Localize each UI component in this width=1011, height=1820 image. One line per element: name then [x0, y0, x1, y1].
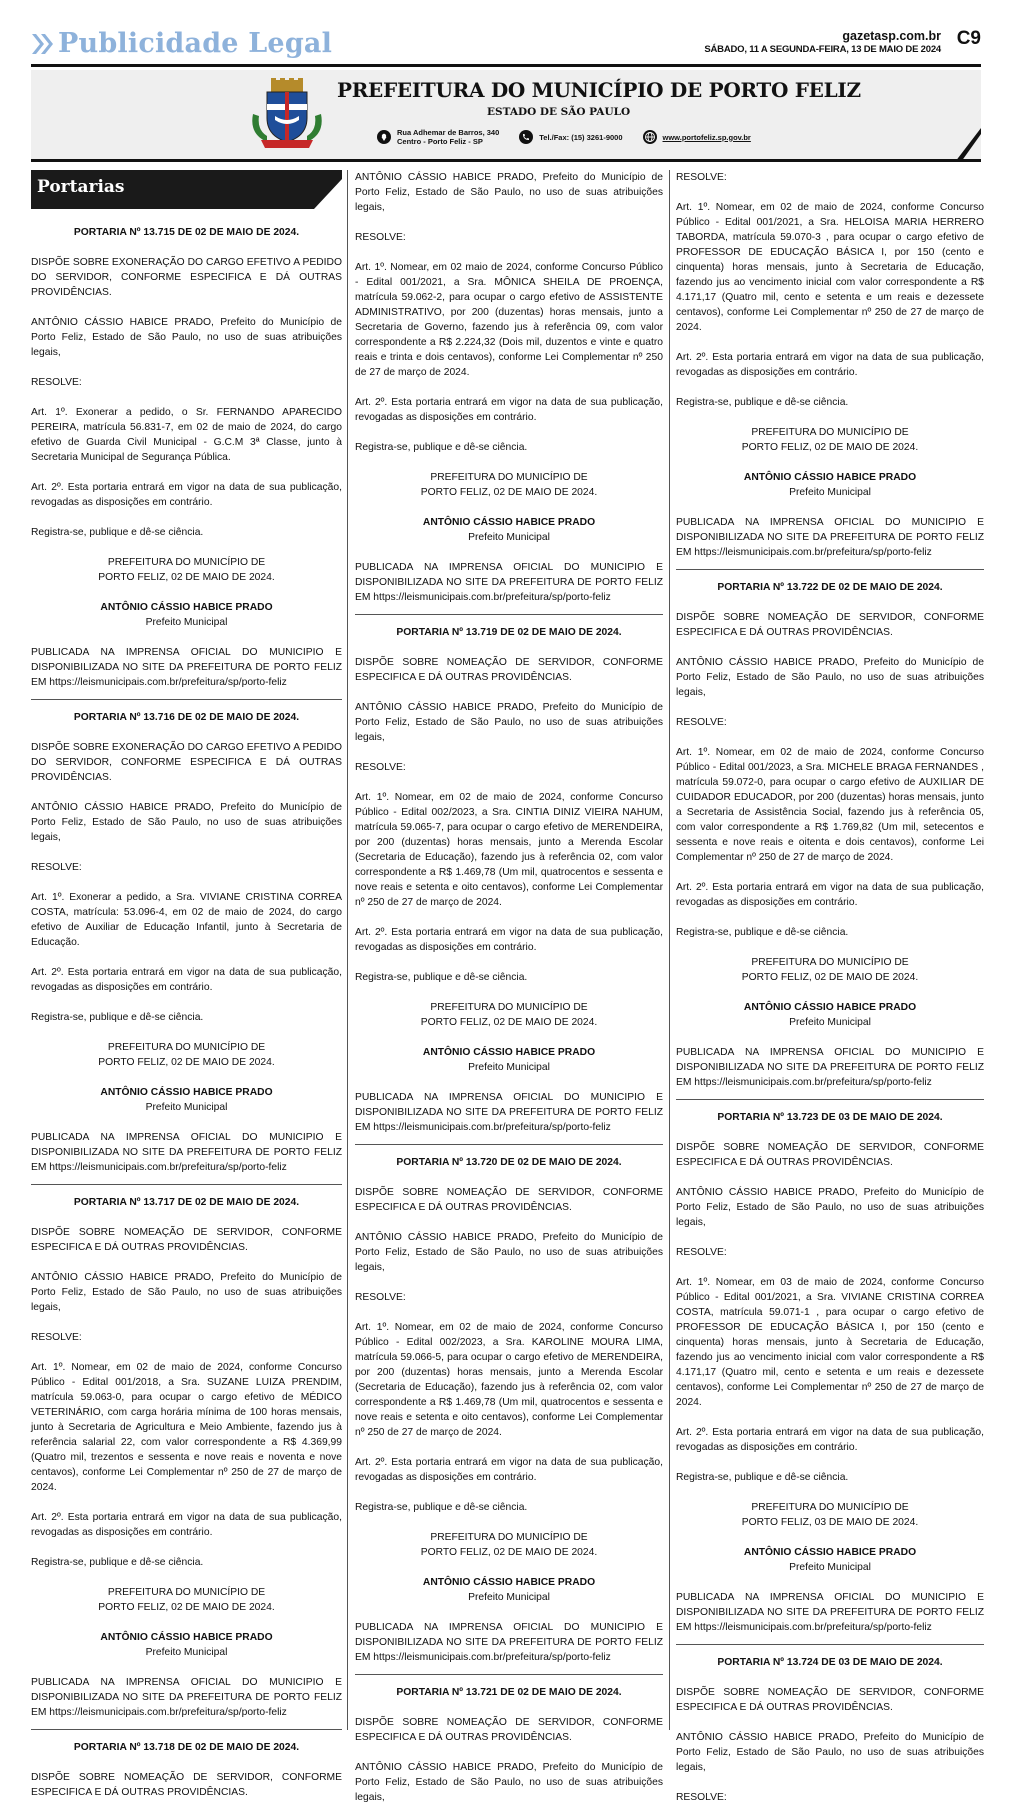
place-line-2: PORTO FELIZ, 02 DE MAIO DE 2024. [741, 972, 919, 983]
place-line-2: PORTO FELIZ, 02 DE MAIO DE 2024. [420, 1017, 598, 1028]
portaria-resolve: RESOLVE: [31, 377, 82, 388]
portaria-resolve: RESOLVE: [676, 1247, 727, 1258]
page-number: C9 [956, 28, 981, 49]
portaria-resolve: RESOLVE: [676, 172, 727, 183]
portaria-preamble: ANTÔNIO CÁSSIO HABICE PRADO, Prefeito do Município de Porto Feliz, Estado de São Paulo, no uso de suas atribuições legais, [355, 702, 663, 743]
issue-date: SÁBADO, 11 A SEGUNDA-FEIRA, 13 DE MAIO DE 2024 [704, 44, 941, 55]
place-line-1: PREFEITURA DO MUNICÍPIO DE [107, 1587, 266, 1598]
section-title-text: Publicidade Legal [58, 28, 333, 59]
section-title [31, 28, 332, 59]
portaria-resolve: RESOLVE: [355, 1292, 406, 1303]
column-divider [669, 170, 670, 1730]
column-divider [347, 170, 348, 1730]
portaria-place-date [31, 555, 342, 585]
portaria-13718-continued [355, 170, 663, 605]
portaria-13723 [676, 1110, 984, 1635]
portaria-art1: Art. 1º. Nomear, em 02 de maio de 2024, conforme Concurso Público - Edital 001/2021, a Sra. HELOISA MARIA HERRERO TABORDA, matrícula 59.070-3 , para ocupar o cargo efetivo de PROFESSOR DE EDUCAÇÃO BÁSICA I, por 150 (cento e cinquenta) horas mensais, junto à Secretaria de Educação, fazendo jus ao vencimento inicial com valor correspondente a R$ 4.171,17 (Quatro mil, cento e setenta e um reais e dezessete centavos), conforme Lei Complementar nº 250 de 27 de março de 2024. [676, 202, 984, 333]
signer-name: ANTÔNIO CÁSSIO HABICE PRADO [743, 1547, 917, 1558]
publication-note: PUBLICADA NA IMPRENSA OFICIAL DO MUNICIPIO E DISPONIBILIZADA NO SITE DA PREFEITURA DE PORTO FELIZ EM https://leismunicipais.com.br/prefeitura/sp/porto-feliz [676, 1592, 984, 1633]
portaria-ementa: DISPÕE SOBRE NOMEAÇÃO DE SERVIDOR, CONFORME ESPECIFICA E DÁ OUTRAS PROVIDÊNCIAS. [355, 1717, 663, 1743]
location-pin-icon [377, 130, 391, 144]
portaria-art2: Art. 2º. Esta portaria entrará em vigor na data de sua publicação, revogadas as disposições em contrário. [31, 482, 342, 508]
portaria-ementa: DISPÕE SOBRE EXONERAÇÃO DO CARGO EFETIVO A PEDIDO DO SERVIDOR, CONFORME ESPECIFICA E DÁ OUTRAS PROVIDÊNCIAS. [31, 257, 342, 298]
portaria-title: PORTARIA Nº 13.719 DE 02 DE MAIO DE 2024. [396, 627, 622, 638]
site-info [704, 30, 941, 56]
portaria-resolve: RESOLVE: [31, 1332, 82, 1343]
portaria-preamble: ANTÔNIO CÁSSIO HABICE PRADO, Prefeito do Município de Porto Feliz, Estado de São Paulo, no uso de suas atribuições legais, [676, 657, 984, 698]
publication-note: PUBLICADA NA IMPRENSA OFICIAL DO MUNICIPIO E DISPONIBILIZADA NO SITE DA PREFEITURA DE PORTO FELIZ EM https://leismunicipais.com.br/prefeitura/sp/porto-feliz [355, 1092, 663, 1133]
portaria-ementa: DISPÕE SOBRE NOMEAÇÃO DE SERVIDOR, CONFORME ESPECIFICA E DÁ OUTRAS PROVIDÊNCIAS. [676, 1687, 984, 1713]
portaria-art2: Art. 2º. Esta portaria entrará em vigor na data de sua publicação, revogadas as disposições em contrário. [676, 882, 984, 908]
masthead-corner-ornament [955, 128, 981, 162]
signer-name: ANTÔNIO CÁSSIO HABICE PRADO [100, 602, 273, 613]
portaria-registra: Registra-se, publique e dê-se ciência. [355, 442, 528, 453]
publication-note: PUBLICADA NA IMPRENSA OFICIAL DO MUNICIPIO E DISPONIBILIZADA NO SITE DA PREFEITURA DE PORTO FELIZ EM https://leismunicipais.com.br/prefeitura/sp/porto-feliz [355, 562, 663, 603]
portaria-registra: Registra-se, publique e dê-se ciência. [31, 527, 204, 538]
portaria-registra: Registra-se, publique e dê-se ciência. [676, 397, 849, 408]
portaria-13721-continued [676, 170, 984, 560]
place-line-2: PORTO FELIZ, 02 DE MAIO DE 2024. [420, 487, 598, 498]
portaria-art1: Art. 1º. Nomear, em 02 de maio de 2024, conforme Concurso Público - Edital 002/2023, a Sra. KAROLINE MOURA LIMA, matrícula 59.066-5, para ocupar o cargo efetivo de MERENDEIRA, por 200 (duzentas) horas mensais, junto a Merenda Escolar (Secretaria de Educação), fazendo jus à referência 02, com valor correspondente a R$ 1.469,78 (Um mil, quatrocentos e sessenta e nove reais e setenta e oito centavos), conforme Lei Complementar nº 250 de 27 de março de 2024. [355, 1322, 663, 1438]
portaria-preamble: ANTÔNIO CÁSSIO HABICE PRADO, Prefeito do Município de Porto Feliz, Estado de São Paulo, no uso de suas atribuições legais, [31, 1272, 342, 1313]
portaria-place-date [355, 1000, 663, 1030]
portaria-divider [676, 569, 984, 570]
publication-note: PUBLICADA NA IMPRENSA OFICIAL DO MUNICIPIO E DISPONIBILIZADA NO SITE DA PREFEITURA DE PORTO FELIZ EM https://leismunicipais.com.br/prefeitura/sp/porto-feliz [676, 1047, 984, 1088]
signer-role: Prefeito Municipal [145, 617, 228, 628]
publication-note: PUBLICADA NA IMPRENSA OFICIAL DO MUNICIPIO E DISPONIBILIZADA NO SITE DA PREFEITURA DE PORTO FELIZ EM https://leismunicipais.com.br/prefeitura/sp/porto-feliz [31, 1677, 342, 1718]
portaria-resolve: RESOLVE: [355, 232, 406, 243]
portaria-art2: Art. 2º. Esta portaria entrará em vigor na data de sua publicação, revogadas as disposições em contrário. [355, 1457, 663, 1483]
place-line-2: PORTO FELIZ, 02 DE MAIO DE 2024. [741, 442, 919, 453]
portaria-registra: Registra-se, publique e dê-se ciência. [676, 927, 849, 938]
portaria-title: PORTARIA Nº 13.721 DE 02 DE MAIO DE 2024. [396, 1687, 622, 1698]
portaria-divider [31, 1729, 342, 1730]
portaria-ementa: DISPÕE SOBRE NOMEAÇÃO DE SERVIDOR, CONFORME ESPECIFICA E DÁ OUTRAS PROVIDÊNCIAS. [355, 657, 663, 683]
place-line-2: PORTO FELIZ, 02 DE MAIO DE 2024. [420, 1547, 598, 1558]
place-line-1: PREFEITURA DO MUNICÍPIO DE [107, 1042, 266, 1053]
page-header [31, 26, 981, 66]
signer-role: Prefeito Municipal [145, 1647, 228, 1658]
portaria-preamble: ANTÔNIO CÁSSIO HABICE PRADO, Prefeito do Município de Porto Feliz, Estado de São Paulo, no uso de suas atribuições legais, [676, 1732, 984, 1773]
portaria-divider [31, 1184, 342, 1185]
portaria-divider [355, 1674, 663, 1675]
header-divider [31, 64, 981, 67]
signer-role: Prefeito Municipal [468, 1592, 550, 1603]
portaria-art1: Art. 1º. Exonerar a pedido, o Sr. FERNANDO APARECIDO PEREIRA, matrícula 56.831-7, em 02 de maio de 2024, do cargo efetivo de Guarda Civil Municipal - G.C.M 3ª Classe, junto à Secretaria Municipal de Segurança Pública. [31, 407, 342, 463]
portaria-registra: Registra-se, publique e dê-se ciência. [676, 1472, 849, 1483]
column-2 [355, 170, 663, 1820]
signer-name: ANTÔNIO CÁSSIO HABICE PRADO [422, 517, 596, 528]
publication-note: PUBLICADA NA IMPRENSA OFICIAL DO MUNICIPIO E DISPONIBILIZADA NO SITE DA PREFEITURA DE PORTO FELIZ EM https://leismunicipais.com.br/prefeitura/sp/porto-feliz [31, 1132, 342, 1173]
signer-role: Prefeito Municipal [789, 487, 871, 498]
portaria-divider [31, 699, 342, 700]
portaria-preamble: ANTÔNIO CÁSSIO HABICE PRADO, Prefeito do Município de Porto Feliz, Estado de São Paulo, no uso de suas atribuições legais, [355, 1232, 663, 1273]
contact-row [377, 128, 771, 146]
phone-icon [519, 130, 533, 144]
section-banner [31, 170, 342, 209]
signer-name: ANTÔNIO CÁSSIO HABICE PRADO [422, 1577, 596, 1588]
signer-name: ANTÔNIO CÁSSIO HABICE PRADO [743, 1002, 917, 1013]
portaria-13724 [676, 1655, 984, 1805]
signer-name: ANTÔNIO CÁSSIO HABICE PRADO [422, 1047, 596, 1058]
coat-of-arms-icon [247, 76, 327, 150]
portaria-art2: Art. 2º. Esta portaria entrará em vigor na data de sua publicação, revogadas as disposições em contrário. [355, 397, 663, 423]
portaria-place-date [31, 1040, 342, 1070]
state-name: ESTADO DE SÃO PAULO [487, 106, 631, 118]
portaria-13720 [355, 1155, 663, 1665]
masthead [31, 70, 981, 162]
portaria-preamble: ANTÔNIO CÁSSIO HABICE PRADO, Prefeito do Município de Porto Feliz, Estado de São Paulo, no uso de suas atribuições legais, [355, 1762, 663, 1803]
signer-role: Prefeito Municipal [468, 532, 550, 543]
double-chevron-icon [31, 31, 55, 57]
signer-name: ANTÔNIO CÁSSIO HABICE PRADO [100, 1087, 273, 1098]
portaria-art1: Art. 1º. Nomear, em 03 de maio de 2024, conforme Concurso Público - Edital 001/2021, a Sra. VIVIANE CRISTINA CORREA COSTA, matrícula 59.071-1 , para ocupar o cargo efetivo de PROFESSOR DE EDUCAÇÃO BÁSICA I, por 150 (cento e cinquenta) horas mensais, junto à Secretaria de Educação, fazendo jus ao vencimento inicial com valor correspondente a R$ 4.171,17 (Quatro mil, cento e setenta e um reais e dezessete centavos), conforme Lei Complementar nº 250 de 27 de março de 2024. [676, 1277, 984, 1408]
site-url[interactable]: gazetasp.com.br [842, 29, 941, 43]
column-3 [676, 170, 984, 1820]
prefeitura-name: PREFEITURA DO MUNICÍPIO DE PORTO FELIZ [337, 78, 861, 102]
portaria-ementa: DISPÕE SOBRE NOMEAÇÃO DE SERVIDOR, CONFORME ESPECIFICA E DÁ OUTRAS PROVIDÊNCIAS. [676, 1142, 984, 1168]
column-1 [31, 170, 342, 1815]
portaria-place-date [676, 955, 984, 985]
portaria-art2: Art. 2º. Esta portaria entrará em vigor na data de sua publicação, revogadas as disposições em contrário. [676, 352, 984, 378]
portaria-divider [676, 1644, 984, 1645]
portaria-divider [355, 614, 663, 615]
portaria-title: PORTARIA Nº 13.724 DE 03 DE MAIO DE 2024. [717, 1657, 943, 1668]
portaria-resolve: RESOLVE: [355, 762, 406, 773]
portaria-resolve: RESOLVE: [31, 862, 82, 873]
portaria-ementa: DISPÕE SOBRE NOMEAÇÃO DE SERVIDOR, CONFORME ESPECIFICA E DÁ OUTRAS PROVIDÊNCIAS. [676, 612, 984, 638]
signer-name: ANTÔNIO CÁSSIO HABICE PRADO [100, 1632, 273, 1643]
portaria-art2: Art. 2º. Esta portaria entrará em vigor na data de sua publicação, revogadas as disposições em contrário. [355, 927, 663, 953]
address-line-2: Centro - Porto Feliz - SP [397, 137, 483, 146]
portaria-art2: Art. 2º. Esta portaria entrará em vigor na data de sua publicação, revogadas as disposições em contrário. [31, 1512, 342, 1538]
portaria-resolve: RESOLVE: [676, 717, 727, 728]
portaria-ementa: DISPÕE SOBRE EXONERAÇÃO DO CARGO EFETIVO A PEDIDO DO SERVIDOR, CONFORME ESPECIFICA E DÁ OUTRAS PROVIDÊNCIAS. [31, 742, 342, 783]
signer-role: Prefeito Municipal [789, 1562, 871, 1573]
signer-name: ANTÔNIO CÁSSIO HABICE PRADO [743, 472, 917, 483]
phone [519, 130, 622, 144]
portaria-art1: Art. 1º. Nomear, em 02 maio de 2024, conforme Concurso Público - Edital 001/2021, a Sra. MÔNICA SHEILA DE PROENÇA, matrícula 59.062-2, para ocupar o cargo efetivo de ASSISTENTE ADMINISTRATIVO, por 200 (duzentas) horas mensais, junto a Secretaria de Governo, fazendo jus à referência 09, com valor correspondente a R$ 2.224,32 (Dois mil, duzentos e vinte e quatro reais e trinta e dois centavos), conforme Lei Complementar nº 250 de 27 de março de 2024. [355, 262, 663, 378]
place-line-2: PORTO FELIZ, 02 DE MAIO DE 2024. [98, 572, 275, 583]
portaria-ementa: DISPÕE SOBRE NOMEAÇÃO DE SERVIDOR, CONFORME ESPECIFICA E DÁ OUTRAS PROVIDÊNCIAS. [31, 1772, 342, 1798]
portaria-place-date [355, 470, 663, 500]
website [643, 130, 751, 144]
portaria-ementa: DISPÕE SOBRE NOMEAÇÃO DE SERVIDOR, CONFORME ESPECIFICA E DÁ OUTRAS PROVIDÊNCIAS. [31, 1227, 342, 1253]
portaria-place-date [676, 1500, 984, 1530]
portaria-divider [355, 1144, 663, 1145]
globe-icon [643, 130, 657, 144]
portaria-place-date [355, 1530, 663, 1560]
portaria-place-date [31, 1585, 342, 1615]
place-line-1: PREFEITURA DO MUNICÍPIO DE [430, 1532, 588, 1543]
portaria-registra: Registra-se, publique e dê-se ciência. [31, 1012, 204, 1023]
portaria-preamble: ANTÔNIO CÁSSIO HABICE PRADO, Prefeito do Município de Porto Feliz, Estado de São Paulo, no uso de suas atribuições legais, [676, 1187, 984, 1228]
portaria-ementa: DISPÕE SOBRE NOMEAÇÃO DE SERVIDOR, CONFORME ESPECIFICA E DÁ OUTRAS PROVIDÊNCIAS. [355, 1187, 663, 1213]
portaria-title: PORTARIA Nº 13.720 DE 02 DE MAIO DE 2024. [396, 1157, 622, 1168]
signer-role: Prefeito Municipal [468, 1062, 550, 1073]
signer-role: Prefeito Municipal [145, 1102, 228, 1113]
portaria-art1: Art. 1º. Nomear, em 02 de maio de 2024, conforme Concurso Público - Edital 001/2018, a Sra. SUZANE LUIZA PRENDIM, matrícula 59.063-0, para ocupar o cargo efetivo de MÉDICO VETERINÁRIO, com carga horária mínima de 100 horas mensais, junto à Secretaria de Agricultura e Meio Ambiente, fazendo jus à referência salarial 22, com valor correspondente a R$ 4.369,99 (Quatro mil, trezentos e sessenta e nove reais e noventa e nove centavos), conforme Lei Complementar nº 250 de 27 de março de 2024. [31, 1362, 342, 1493]
place-line-1: PREFEITURA DO MUNICÍPIO DE [430, 1002, 588, 1013]
address [377, 128, 499, 146]
portaria-preamble: ANTÔNIO CÁSSIO HABICE PRADO, Prefeito do Município de Porto Feliz, Estado de São Paulo, no uso de suas atribuições legais, [31, 802, 342, 843]
portaria-preamble: ANTÔNIO CÁSSIO HABICE PRADO, Prefeito do Município de Porto Feliz, Estado de São Paulo, no uso de suas atribuições legais, [31, 317, 342, 358]
portaria-title: PORTARIA Nº 13.716 DE 02 DE MAIO DE 2024. [73, 712, 300, 723]
portaria-art1: Art. 1º. Nomear, em 02 de maio de 2024, conforme Concurso Público - Edital 002/2023, a Sra. CINTIA DINIZ VIEIRA NAHUM, matrícula 59.065-7, para ocupar o cargo efetivo de MERENDEIRA, por 200 (duzentas) horas mensais, junto a Merenda Escolar (Secretaria de Educação), fazendo jus à referência 02, com valor correspondente a R$ 1.469,78 (Um mil, quatrocentos e sessenta e nove reais e setenta e oito centavos), conforme Lei Complementar nº 250 de 27 de março de 2024. [355, 792, 663, 908]
website-link[interactable]: www.portofeliz.sp.gov.br [662, 132, 751, 142]
portaria-13722 [676, 580, 984, 1090]
portaria-title: PORTARIA Nº 13.717 DE 02 DE MAIO DE 2024. [73, 1197, 300, 1208]
portaria-title: PORTARIA Nº 13.722 DE 02 DE MAIO DE 2024. [717, 582, 943, 593]
portaria-registra: Registra-se, publique e dê-se ciência. [355, 1502, 528, 1513]
phone-text: Tel./Fax: (15) 3261-9000 [539, 132, 623, 142]
portaria-13721 [355, 1685, 663, 1805]
portaria-title: PORTARIA Nº 13.715 DE 02 DE MAIO DE 2024. [73, 227, 300, 238]
portaria-art1: Art. 1º. Nomear, em 02 de maio de 2024, conforme Concurso Público - Edital 001/2023, a Sra. MICHELE BRAGA FERNANDES , matrícula 59.072-0, para ocupar o cargo efetivo de AUXILIAR DE CUIDADOR EDUCADOR, por 200 (duzentas) horas mensais, junto a Secretaria de Assistência Social, fazendo jus à referência 05, com valor correspondente a R$ 1.769,82 (Um mil, setecentos e sessenta e nove reais e oitenta e dois centavos), conforme Lei Complementar nº 250 de 27 de março de 2024. [676, 747, 984, 863]
portaria-art2: Art. 2º. Esta portaria entrará em vigor na data de sua publicação, revogadas as disposições em contrário. [31, 967, 342, 993]
portaria-13717 [31, 1195, 342, 1720]
portaria-divider [676, 1099, 984, 1100]
portaria-art1: Art. 1º. Exonerar a pedido, a Sra. VIVIANE CRISTINA CORREA COSTA, matrícula: 53.096-4, em 02 de maio de 2024, do cargo efetivo de Auxiliar de Educação Infantil, junto à Secretaria de Educação. [31, 892, 342, 948]
place-line-2: PORTO FELIZ, 03 DE MAIO DE 2024. [741, 1517, 919, 1528]
portaria-13715 [31, 225, 342, 690]
portaria-13719 [355, 625, 663, 1135]
portaria-place-date [676, 425, 984, 455]
portaria-title: PORTARIA Nº 13.723 DE 03 DE MAIO DE 2024. [717, 1112, 943, 1123]
place-line-1: PREFEITURA DO MUNICÍPIO DE [751, 1502, 909, 1513]
portaria-preamble: ANTÔNIO CÁSSIO HABICE PRADO, Prefeito do Município de Porto Feliz, Estado de São Paulo, no uso de suas atribuições legais, [355, 172, 663, 213]
portaria-title: PORTARIA Nº 13.718 DE 02 DE MAIO DE 2024. [73, 1742, 300, 1753]
publication-note: PUBLICADA NA IMPRENSA OFICIAL DO MUNICIPIO E DISPONIBILIZADA NO SITE DA PREFEITURA DE PORTO FELIZ EM https://leismunicipais.com.br/prefeitura/sp/porto-feliz [31, 647, 342, 688]
portaria-art2: Art. 2º. Esta portaria entrará em vigor na data de sua publicação, revogadas as disposições em contrário. [676, 1427, 984, 1453]
place-line-1: PREFEITURA DO MUNICÍPIO DE [751, 957, 909, 968]
signer-role: Prefeito Municipal [789, 1017, 871, 1028]
place-line-2: PORTO FELIZ, 02 DE MAIO DE 2024. [98, 1602, 275, 1613]
address-line-1: Rua Adhemar de Barros, 340 [397, 128, 500, 137]
place-line-2: PORTO FELIZ, 02 DE MAIO DE 2024. [98, 1057, 275, 1068]
section-banner-label: Portarias [37, 177, 125, 197]
portaria-registra: Registra-se, publique e dê-se ciência. [31, 1557, 204, 1568]
portaria-resolve: RESOLVE: [676, 1792, 727, 1803]
portaria-13718 [31, 1740, 342, 1800]
publication-note: PUBLICADA NA IMPRENSA OFICIAL DO MUNICIPIO E DISPONIBILIZADA NO SITE DA PREFEITURA DE PORTO FELIZ EM https://leismunicipais.com.br/prefeitura/sp/porto-feliz [676, 517, 984, 558]
place-line-1: PREFEITURA DO MUNICÍPIO DE [751, 427, 909, 438]
publication-note: PUBLICADA NA IMPRENSA OFICIAL DO MUNICIPIO E DISPONIBILIZADA NO SITE DA PREFEITURA DE PORTO FELIZ EM https://leismunicipais.com.br/prefeitura/sp/porto-feliz [355, 1622, 663, 1663]
place-line-1: PREFEITURA DO MUNICÍPIO DE [107, 557, 266, 568]
portaria-13716 [31, 710, 342, 1175]
portaria-registra: Registra-se, publique e dê-se ciência. [355, 972, 528, 983]
place-line-1: PREFEITURA DO MUNICÍPIO DE [430, 472, 588, 483]
